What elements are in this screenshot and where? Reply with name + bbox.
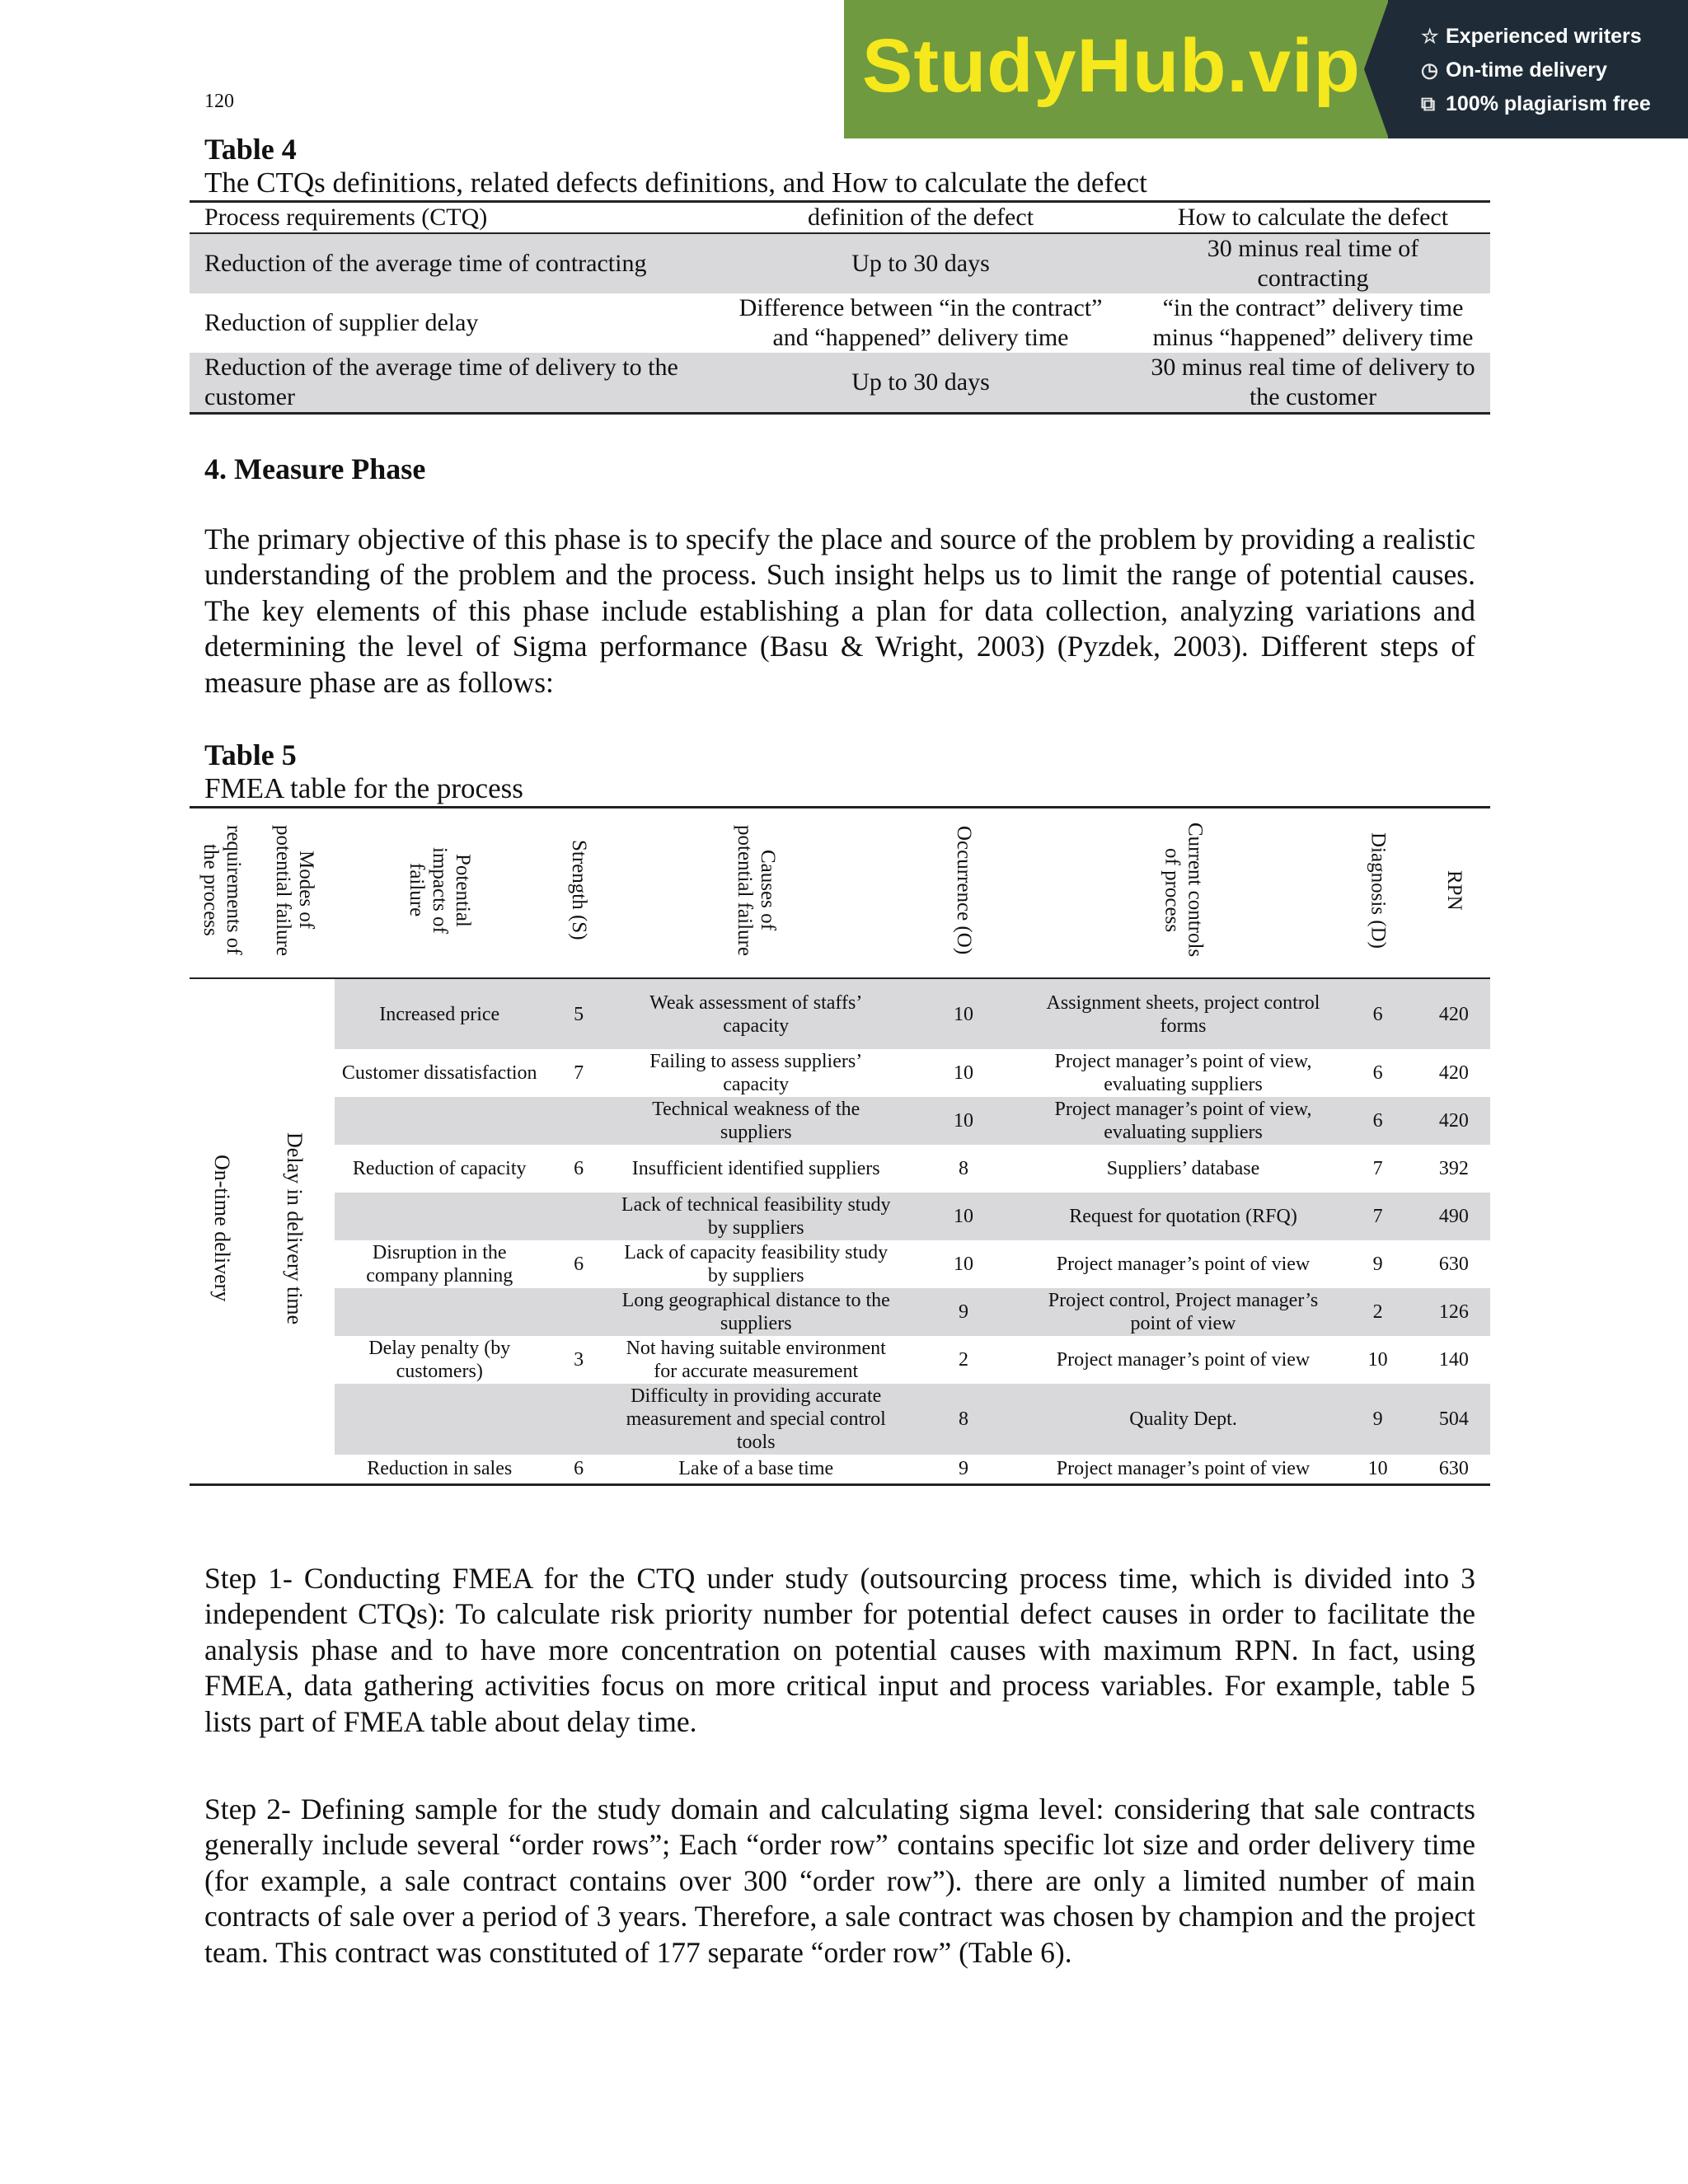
table-row	[190, 1145, 1490, 1193]
banner-features	[1388, 0, 1688, 138]
impact-cell: Reduction of capacity	[335, 1145, 544, 1193]
o-cell: 10	[898, 978, 1028, 1049]
control-cell: Suppliers’ database	[1029, 1145, 1339, 1193]
cause-cell: Long geographical distance to the suppliers	[613, 1288, 898, 1336]
o-cell: 9	[898, 1455, 1028, 1484]
table-row	[190, 1288, 1490, 1336]
banner-feature-writers	[1421, 20, 1688, 54]
d-cell: 10	[1338, 1455, 1418, 1484]
table5-header-text: Potential impacts of failure	[406, 846, 475, 934]
table5-header-text: Diagnosis (D)	[1367, 832, 1390, 949]
promo-banner[interactable]	[844, 0, 1688, 138]
rpn-cell: 420	[1418, 978, 1490, 1049]
table-row	[190, 1336, 1490, 1384]
table4-cell: 30 minus real time of contracting	[1136, 233, 1490, 293]
copy-icon: ⧉	[1421, 92, 1436, 115]
s-cell	[544, 1193, 613, 1240]
table4-title: The CTQs definitions, related defects definitions, and How to calculate the defect	[204, 166, 1147, 199]
cause-cell: Weak assessment of staffs’ capacity	[613, 978, 898, 1049]
rpn-cell: 630	[1418, 1240, 1490, 1288]
table4-header: Process requirements (CTQ)	[190, 202, 706, 234]
cause-cell: Difficulty in providing accurate measurement and special control tools	[613, 1384, 898, 1455]
clock-icon: ◷	[1421, 59, 1438, 82]
rpn-cell: 420	[1418, 1049, 1490, 1097]
section-paragraph: The primary objective of this phase is to specify the place and source of the problem by providing a realistic understanding of the problem and the process. Such insight helps us to limit the range of potential causes. The key elements of this phase include establishing a plan for data collection, analyzing variations and determining the level of Sigma performance (Basu & Wright, 2003) (Pyzdek, 2003). Different steps of measure phase are as follows:	[204, 523, 1475, 699]
d-cell: 9	[1338, 1240, 1418, 1288]
table5-number: Table 5	[204, 738, 297, 771]
banner-feature-delivery	[1421, 54, 1688, 87]
banner-feature-label: On-time delivery	[1446, 59, 1607, 82]
table5-header-text: requirements of the process	[199, 825, 245, 955]
impact-cell	[335, 1288, 544, 1336]
page-number: 120	[204, 91, 234, 112]
table-row	[190, 1193, 1490, 1240]
impact-cell	[335, 1193, 544, 1240]
s-cell	[544, 1097, 613, 1145]
table5-header-text: Modes of potential failure	[271, 824, 317, 956]
table4-number: Table 4	[204, 133, 297, 166]
step2-paragraph: Step 2- Defining sample for the study domain and calculating sigma level: considering that sale contracts generally include several “order rows”; Each “order row” contains specific lot size and order delivery time (for example, a sale contract contains over 300 “order row”). there are only a limited number of main contracts of sale over a period of 3 years. Therefore, a sale contract was chosen by champion and the project team. This contract was constituted of 177 separate “order row” (Table 6).	[204, 1793, 1475, 1969]
impact-cell: Reduction in sales	[335, 1455, 544, 1484]
control-cell: Project manager’s point of view	[1029, 1336, 1339, 1384]
banner-chevron	[1364, 0, 1389, 138]
table4-cell: 30 minus real time of delivery to the customer	[1136, 353, 1490, 414]
o-cell: 10	[898, 1193, 1028, 1240]
cause-cell: Technical weakness of the suppliers	[613, 1097, 898, 1145]
o-cell: 10	[898, 1049, 1028, 1097]
control-cell: Project manager’s point of view, evaluating suppliers	[1029, 1097, 1339, 1145]
d-cell: 10	[1338, 1336, 1418, 1384]
table5-header	[190, 808, 254, 979]
requirement-cell	[190, 978, 254, 1484]
cause-cell: Lack of technical feasibility study by suppliers	[613, 1193, 898, 1240]
table-row	[190, 1097, 1490, 1145]
cause-cell: Insufficient identified suppliers	[613, 1145, 898, 1193]
table5	[190, 806, 1490, 1486]
table5-title: FMEA table for the process	[204, 772, 523, 804]
step1-paragraph: Step 1- Conducting FMEA for the CTQ under study (outsourcing process time, which is divided into 3 independent CTQs): To calculate risk priority number for potential defect causes in order to facilitate the analysis phase and to have more concentration on potential causes with maximum RPN. In fact, using FMEA, data gathering activities focus on more critical input and process variables. For example, table 5 lists part of FMEA table about delay time.	[204, 1562, 1475, 1738]
impact-cell: Customer dissatisfaction	[335, 1049, 544, 1097]
control-cell: Project control, Project manager’s point of view	[1029, 1288, 1339, 1336]
banner-logo	[844, 0, 1388, 138]
s-cell: 5	[544, 978, 613, 1049]
control-cell: Request for quotation (RFQ)	[1029, 1193, 1339, 1240]
impact-cell	[335, 1384, 544, 1455]
impact-cell: Delay penalty (by customers)	[335, 1336, 544, 1384]
table5-header	[1029, 808, 1339, 979]
star-icon: ☆	[1421, 26, 1439, 48]
rpn-cell: 140	[1418, 1336, 1490, 1384]
table4-header: How to calculate the defect	[1136, 202, 1490, 234]
rpn-cell: 504	[1418, 1384, 1490, 1455]
d-cell: 2	[1338, 1288, 1418, 1336]
s-cell: 6	[544, 1455, 613, 1484]
control-cell: Project manager’s point of view	[1029, 1240, 1339, 1288]
table5-header	[1338, 808, 1418, 979]
cause-cell: Lake of a base time	[613, 1455, 898, 1484]
rpn-cell: 490	[1418, 1193, 1490, 1240]
section-heading: 4. Measure Phase	[204, 452, 426, 485]
table4	[190, 200, 1490, 415]
banner-logo-text: StudyHub.vip	[862, 24, 1361, 108]
s-cell	[544, 1384, 613, 1455]
rpn-cell: 630	[1418, 1455, 1490, 1484]
impact-cell	[335, 1097, 544, 1145]
banner-feature-plagiarism	[1421, 87, 1688, 121]
rpn-cell: 126	[1418, 1288, 1490, 1336]
table4-header-row	[190, 202, 1490, 234]
d-cell: 6	[1338, 1049, 1418, 1097]
cause-cell: Failing to assess suppliers’ capacity	[613, 1049, 898, 1097]
s-cell: 6	[544, 1240, 613, 1288]
table5-header	[544, 808, 613, 979]
d-cell: 6	[1338, 1097, 1418, 1145]
impact-cell: Disruption in the company planning	[335, 1240, 544, 1288]
table-row	[190, 233, 1490, 293]
table-row	[190, 1455, 1490, 1484]
table5-body	[190, 978, 1490, 1484]
o-cell: 8	[898, 1145, 1028, 1193]
o-cell: 9	[898, 1288, 1028, 1336]
table-row	[190, 978, 1490, 1049]
d-cell: 7	[1338, 1193, 1418, 1240]
control-cell: Quality Dept.	[1029, 1384, 1339, 1455]
requirement-text: On-time delivery	[209, 1155, 234, 1302]
table4-cell: Difference between “in the contract” and “happened” delivery time	[738, 294, 1103, 351]
banner-feature-label: 100% plagiarism free	[1446, 92, 1651, 115]
cause-cell: Lack of capacity feasibility study by suppliers	[613, 1240, 898, 1288]
table5-header	[335, 808, 544, 979]
s-cell: 6	[544, 1145, 613, 1193]
table5-header-text: Causes of potential failure	[734, 824, 780, 956]
table5-header-row	[190, 808, 1490, 979]
cause-cell: Not having suitable environment for accurate measurement	[613, 1336, 898, 1384]
o-cell: 2	[898, 1336, 1028, 1384]
table5-header-text: Occurrence (O)	[953, 825, 976, 955]
table5-header-text: RPN	[1442, 869, 1465, 911]
control-cell: Project manager’s point of view	[1029, 1455, 1339, 1484]
control-cell: Project manager’s point of view, evaluating suppliers	[1029, 1049, 1339, 1097]
mode-text: Delay in delivery time	[282, 1132, 307, 1324]
table5-header	[1418, 808, 1490, 979]
s-cell	[544, 1288, 613, 1336]
table4-cell: Up to 30 days	[706, 353, 1136, 414]
d-cell: 6	[1338, 978, 1418, 1049]
rpn-cell: 420	[1418, 1097, 1490, 1145]
s-cell: 3	[544, 1336, 613, 1384]
o-cell: 10	[898, 1097, 1028, 1145]
o-cell: 10	[898, 1240, 1028, 1288]
table-row	[190, 353, 1490, 414]
table-row	[190, 1240, 1490, 1288]
table4-cell: Reduction of supplier delay	[204, 309, 479, 336]
table4-cell: Reduction of the average time of contracting	[190, 233, 706, 293]
table5-header	[898, 808, 1028, 979]
table-row	[190, 1049, 1490, 1097]
table5-header	[613, 808, 898, 979]
table5-header-text: Current controls of process	[1160, 823, 1207, 958]
table4-header: definition of the defect	[706, 202, 1136, 234]
table4-cell: “in the contract” delivery time minus “happened” delivery time	[1152, 294, 1474, 351]
table-row	[190, 293, 1490, 353]
table4-cell: Reduction of the average time of delivery to the customer	[190, 353, 706, 414]
table4-cell: Up to 30 days	[706, 233, 1136, 293]
s-cell: 7	[544, 1049, 613, 1097]
impact-cell: Increased price	[335, 978, 544, 1049]
table5-header	[254, 808, 335, 979]
rpn-cell: 392	[1418, 1145, 1490, 1193]
d-cell: 9	[1338, 1384, 1418, 1455]
control-cell: Assignment sheets, project control forms	[1029, 978, 1339, 1049]
d-cell: 7	[1338, 1145, 1418, 1193]
o-cell: 8	[898, 1384, 1028, 1455]
banner-feature-label: Experienced writers	[1446, 25, 1642, 48]
table-row	[190, 1384, 1490, 1455]
table5-header-text: Strength (S)	[568, 840, 591, 940]
mode-cell	[254, 978, 335, 1484]
